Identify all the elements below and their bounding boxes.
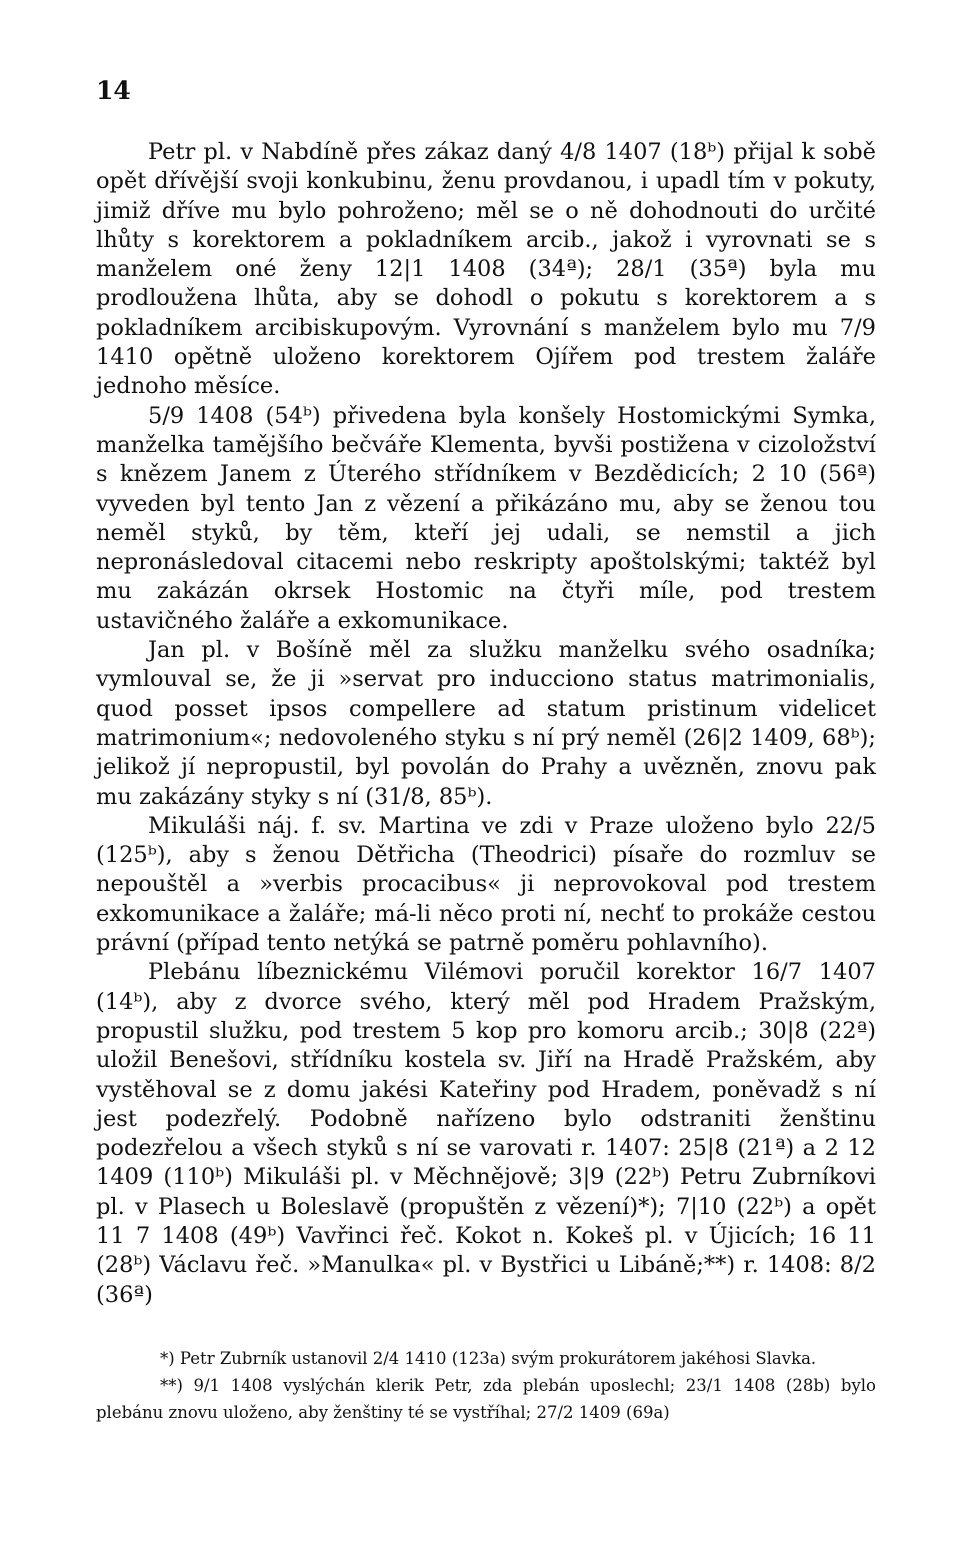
paragraph-jan: Jan pl. v Bošíně měl za služku manželku svého osadníka; vymlouval se, že ji »servat pro inducciono status matrimonialis, quod posset ipsos compellere ad statum pristinum videlicet matrimonium«; nedovoleného styku s ní prý neměl (26|2 1409, 68ᵇ); jelikož jí nepropustil, byl povolán do Prahy a uvězněn, znovu pak mu zakázány styky s ní (31/8, 85ᵇ). xyxy=(96,637,876,810)
main-text xyxy=(96,138,876,1310)
footnotes xyxy=(96,1345,876,1426)
paragraph-petr: Petr pl. v Nabdíně přes zákaz daný 4/8 1407 (18ᵇ) přijal k sobě opět dřívější svoji konkubinu, ženu provdanou, i upadl tím v pokuty, jimiž dříve mu bylo pohroženo; měl se o ně dohodnouti do určité lhůty s korektorem a pokladníkem arcib., jakož i vyrovnati se s manželem oné ženy 12|1 1408 (34ª); 28/1 (35ª) byla mu prodloužena lhůta, aby se dohodl o pokutu s korektorem a s pokladníkem arcibiskupovým. Vyrovnání s manželem bylo mu 7/9 1410 opětně uloženo korektorem Ojířem pod trestem žaláře jednoho měsíce. xyxy=(96,139,876,400)
footnote-1: *) Petr Zubrník ustanovil 2/4 1410 (123a) svým prokurátorem jakéhosi Slavka. xyxy=(160,1349,817,1368)
footnote-divider xyxy=(96,1330,226,1331)
paragraph-plebanu: Plebánu líbeznickému Vilémovi poručil korektor 16/7 1407 (14ᵇ), aby z dvorce svého, který měl pod Hradem Pražským, propustil služku, pod trestem 5 kop pro komoru arcib.; 30|8 (22ª) uložil Benešovi, střídníku kostela sv. Jiří na Hradě Pražském, aby vystěhoval se z domu jakési Kateřiny pod Hradem, poněvadž s ní jest podezřelý. Podobně nařízeno bylo odstraniti ženštinu podezřelou a všech styků s ní se varovati r. 1407: 25|8 (21ª) a 2 12 1409 (110ᵇ) Mikuláši pl. v Měchnějově; 3|9 (22ᵇ) Petru Zubrníkovi pl. v Plasech u Boleslavě (propuštěn z vězení)*); 7|10 (22ᵇ) a opět 11 7 1408 (49ᵇ) Vavřinci řeč. Kokot n. Kokeš pl. v Újicích; 16 11 (28ᵇ) Václavu řeč. »Manulka« pl. v Bystřici u Libáně;**) r. 1408: 8/2 (36ª) xyxy=(96,959,876,1308)
paragraph-symka: 5/9 1408 (54ᵇ) přivedena byla konšely Hostomickými Symka, manželka tamějšího bečváře Klementa, byvši postižena v cizoložství s knězem Janem z Úterého střídníkem v Bezdědicích; 2 10 (56ª) vyveden byl tento Jan z vězení a přikázáno mu, aby se ženou tou neměl styků, by těm, kteří jej udali, se nemstil a jich nepronásledoval citacemi nebo reskripty apoštolskými; taktéž byl mu zakázán okrsek Hostomic na čtyři míle, pod trestem ustavičného žaláře a exkomunikace. xyxy=(96,402,876,634)
paragraph-mikulas: Mikuláši náj. f. sv. Martina ve zdi v Praze uloženo bylo 22/5 (125ᵇ), aby s ženou Dětřicha (Theodrici) písaře do rozmluv se nepouštěl a »verbis procacibus« ji neprovokoval pod trestem exkomunikace a žaláře; má-li něco proti ní, nechť to prokáže cestou právní (případ tento netýká se patrně poměru pohlavního). xyxy=(96,812,876,957)
page-number: 14 xyxy=(96,76,131,105)
footnote-2: **) 9/1 1408 vyslýchán klerik Petr, zda plebán uposlechl; 23/1 1408 (28b) bylo plebánu znovu uloženo, aby ženštiny té se vystříhal; 27/2 1409 (69a) xyxy=(96,1376,876,1422)
